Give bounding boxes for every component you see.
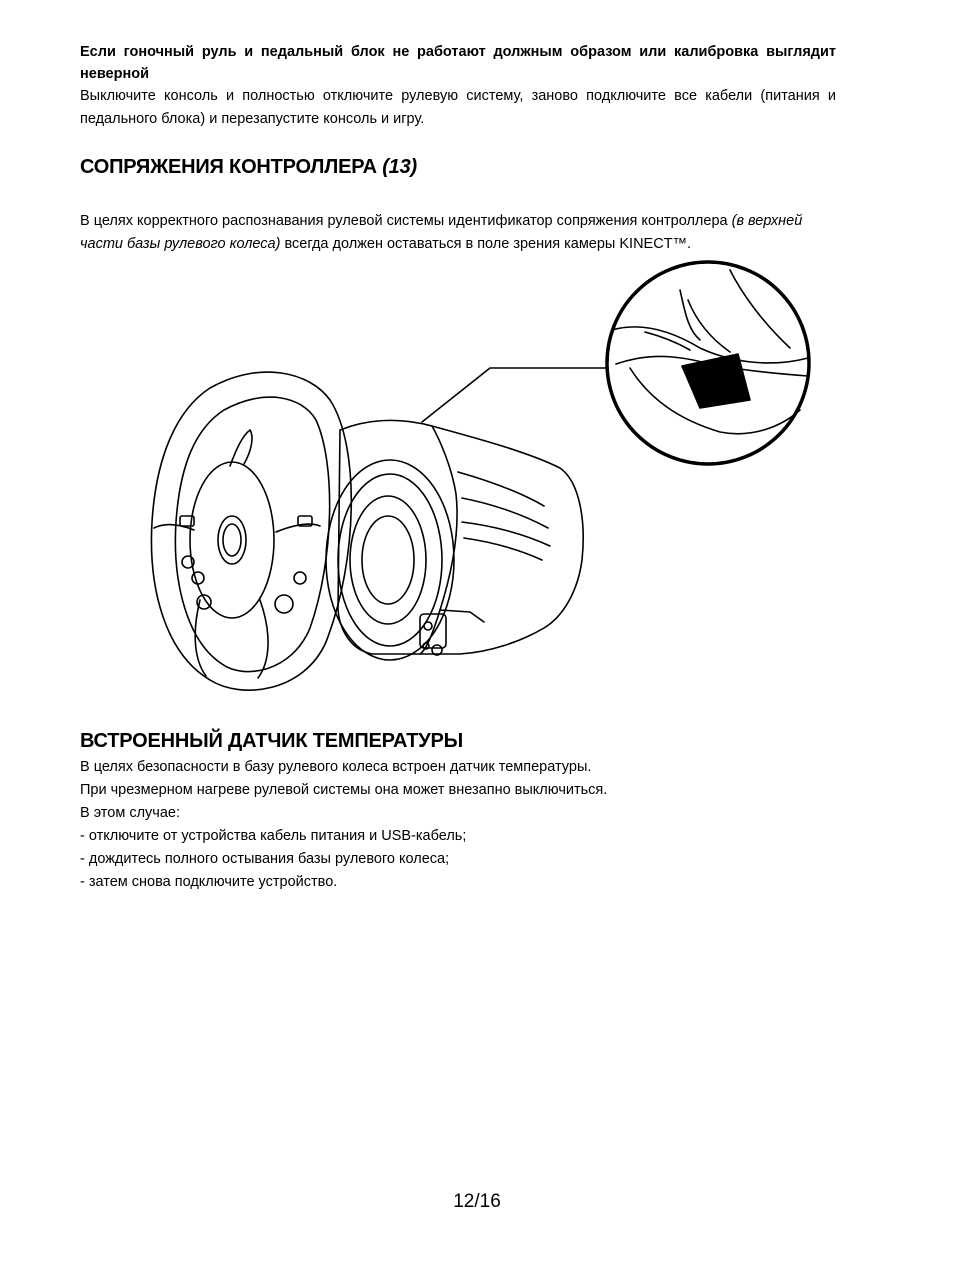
pairing-body [80, 210, 836, 256]
steering-wheel [151, 372, 351, 690]
pairing-id-zoom-circle [607, 262, 809, 464]
pairing-body-italic: (в верхней части базы рулевого колеса) [80, 213, 803, 252]
temperature-heading: ВСТРОЕННЫЙ ДАТЧИК ТЕМПЕРАТУРЫ [80, 730, 464, 752]
leader-line [422, 368, 608, 422]
pairing-heading-ref: (13) [382, 156, 417, 178]
temperature-line: При чрезмерном нагреве рулевой системы она может внезапно выключиться. [80, 782, 608, 798]
page-number: 12/16 [453, 1191, 501, 1212]
temperature-line: - затем снова подключите устройство. [80, 874, 338, 890]
temperature-line: В этом случае: [80, 805, 180, 821]
pairing-id-marker [682, 354, 750, 408]
temperature-line: В целях безопасности в базу рулевого колеса встроен датчик температуры. [80, 759, 592, 775]
pairing-body-pre: В целях корректного распознавания рулевой системы идентификатор сопряжения контроллера [80, 213, 732, 229]
temperature-line: - дождитесь полного остывания базы рулевого колеса; [80, 851, 450, 867]
wheel-hub [326, 460, 454, 660]
troubleshoot-title: Если гоночный руль и педальный блок не работают должным образом или калибровка выглядит неверной [80, 44, 836, 82]
temperature-instructions [80, 756, 836, 894]
troubleshoot-body: Выключите консоль и полностью отключите рулевую систему, заново подключите все кабели (питания и педального блока) и перезапустите консоль и игру. [80, 88, 836, 127]
pairing-heading-text: СОПРЯЖЕНИЯ КОНТРОЛЛЕРА [80, 156, 377, 178]
pairing-heading [80, 155, 836, 179]
pairing-body-post: всегда должен оставаться в поле зрения камеры KINECT™. [280, 236, 692, 252]
temperature-line: - отключите от устройства кабель питания и USB-кабель; [80, 828, 467, 844]
racing-wheel-illustration [140, 260, 820, 700]
